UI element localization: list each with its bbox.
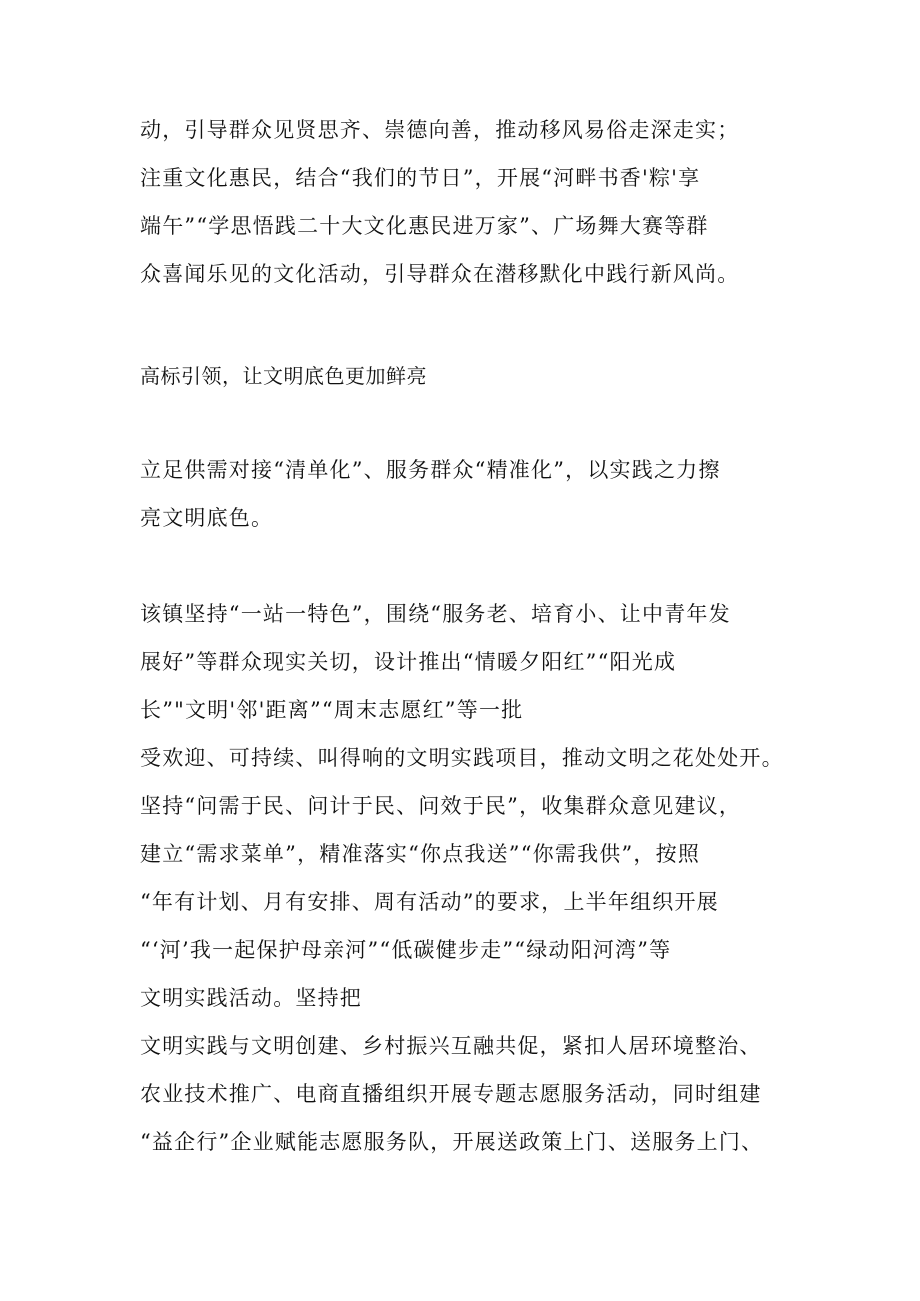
- paragraph-3-line-5: 坚持“问需于民、问计于民、问效于民”，收集群众意见建议，: [140, 794, 742, 818]
- paragraph-3-line-7: “年有计划、月有安排、周有活动”的要求，上半年组织开展: [140, 890, 719, 914]
- section-heading: 高标引领，让文明底色更加鲜亮: [140, 364, 427, 388]
- paragraph-3-line-10: 文明实践与文明创建、乡村振兴互融共促，紧扣人居环境整治、: [140, 1034, 762, 1058]
- paragraph-1-line-3: 端午”“学思悟践二十大文化惠民进万家”、广场舞大赛等群: [140, 214, 709, 238]
- paragraph-3-line-6: 建立“需求菜单”，精准落实“你点我送”“你需我供”，按照: [140, 842, 701, 866]
- paragraph-1-line-4: 众喜闻乐见的文化活动，引导群众在潜移默化中践行新风尚。: [140, 262, 740, 286]
- paragraph-3-line-9: 文明实践活动。坚持把: [140, 986, 362, 1010]
- paragraph-1-line-2: 注重文化惠民，结合“我们的节日”，开展“河畔书香'粽'享: [140, 166, 701, 190]
- paragraph-3-line-3: 长”"文明'邻'距离”“周末志愿红”等一批: [140, 698, 524, 722]
- paragraph-3-line-4: 受欢迎、可持续、叫得响的文明实践项目，推动文明之花处处开。: [140, 746, 784, 770]
- paragraph-2-line-1: 立足供需对接“清单化”、服务群众“精准化”，以实践之力擦: [140, 458, 721, 482]
- paragraph-3-line-8: “‘河’我一起保护母亲河”“低碳健步走”“绿动阳河湾”等: [140, 938, 672, 962]
- paragraph-3-line-1: 该镇坚持“一站一特色”，围绕“服务老、培育小、让中青年发: [140, 602, 731, 626]
- paragraph-3-line-2: 展好”等群众现实关切，设计推出“情暖夕阳红”“阳光成: [140, 650, 677, 674]
- paragraph-3-line-12: “益企行”企业赋能志愿服务队，开展送政策上门、送服务上门、: [140, 1130, 764, 1154]
- paragraph-2-line-2: 亮文明底色。: [140, 506, 274, 530]
- paragraph-1-line-1: 动，引导群众见贤思齐、崇德向善，推动移风易俗走深走实；: [140, 118, 740, 142]
- paragraph-3-line-11: 农业技术推广、电商直播组织开展专题志愿服务活动，同时组建: [140, 1082, 762, 1106]
